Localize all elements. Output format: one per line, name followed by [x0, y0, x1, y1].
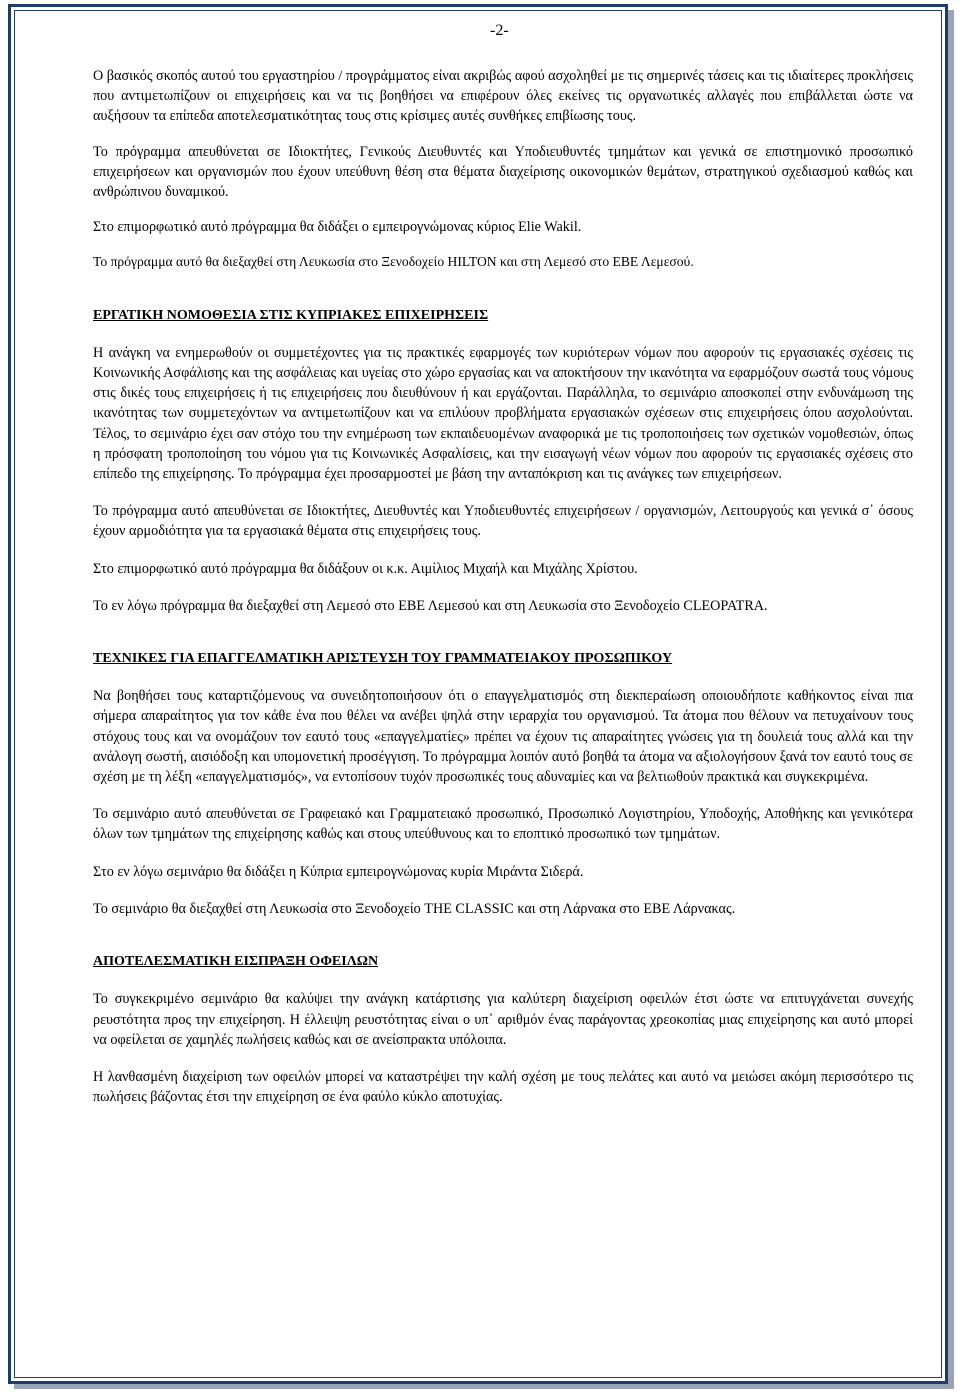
page-number: -2- [490, 22, 509, 39]
intro-paragraph-4: Το πρόγραμμα αυτό θα διεξαχθεί στη Λευκωσία στο Ξενοδοχείο HILTON και στη Λεμεσό στο ΕΒΕ Λεμεσού. [93, 254, 694, 270]
debt-collection-paragraph-1: Το συγκεκριμένο σεμινάριο θα καλύψει την ανάγκη κατάρτισης για καλύτερη διαχείριση οφειλών έτσι ώστε να επιτυγχάνεται συνεχής ρευστότητα προς την επιχείρηση. Η έλλειψη ρευστότητας είναι ο υπ᾽ αριθμόν ένας παράγοντας χρεοκοπίας μιας επιχείρησης και αυτό μπορεί να οφείλεται σε χαμηλές πωλήσεις καθώς και σε ανείσπρακτα υπόλοιπα. [93, 991, 913, 1048]
intro-paragraph-2: Το πρόγραμμα απευθύνεται σε Ιδιοκτήτες, Γενικούς Διευθυντές και Υποδιευθυντές τμημάτων και γενικά σε επιστημονικό προσωπικό επιχειρήσεων και οργανισμών που έχουν υπεύθυνη θέση στα θέματα διαχείρισης οικονομικών θεμάτων, στρατηγικού σχεδιασμού καθώς και ανθρώπινου δυναμικού. [93, 143, 913, 201]
secretarial-paragraph-4: Το σεμινάριο θα διεξαχθεί στη Λευκωσία στο Ξενοδοχείο THE CLASSIC και στη Λάρνακα στο ΕΒΕ Λάρνακας. [93, 900, 736, 917]
labour-law-paragraph-4: Το εν λόγω πρόγραμμα θα διεξαχθεί στη Λεμεσό στο ΕΒΕ Λεμεσού και στη Λευκωσία στο Ξενοδοχείο CLEOPATRA. [93, 597, 768, 614]
secretarial-paragraph-2: Το σεμινάριο αυτό απευθύνεται σε Γραφειακό και Γραμματειακό προσωπικό, Προσωπικό Λογιστηρίου, Υποδοχής, Αποθήκης και γενικότερα όλων των τμημάτων της επιχείρησης καθώς και στους υπεύθυνους και το εποπτικό προσωπικό των τμημάτων. [93, 806, 913, 843]
intro-paragraph-1: Ο βασικός σκοπός αυτού του εργαστηρίου / προγράμματος είναι ακριβώς αφού ασχοληθεί με τις σημερινές τάσεις και τις ιδιαίτερες προκλήσεις που αντιμετωπίζουν οι επιχειρήσεις και να τις βοηθήσει να επιφέρουν όλες εκείνες τις οργανωτικές αλλαγές που επιβάλλεται ώστε να αυξήσουν τα επίπεδα αποτελεσματικότητας τους στις κρίσιμες αυτές συνθήκες επιβίωσης τους. [93, 68, 913, 125]
secretarial-paragraph-3: Στο εν λόγω σεμινάριο θα διδάξει η Κύπρια εμπειρογνώμονας κυρία Μιράντα Σιδερά. [93, 863, 584, 880]
labour-law-paragraph-1: Η ανάγκη να ενημερωθούν οι συμμετέχοντες για τις πρακτικές εφαρμογές των κυριότερων νόμων που αφορούν τις εργασιακές σχέσεις τις Κοινωνικής Ασφάλισης και της ασφάλειας και υγείας στο χώρο εργασίας και να αποκτήσουν την ικανότητα να εφαρμόζουν σωστά τους νόμους στις δικές τους επιχειρήσεις ή τις επιχειρήσεις που διευθύνουν ή και εργάζονται. Παράλληλα, το σεμινάριο αποσκοπεί στην ενδυνάμωση της ικανότητας των συμμετεχόντων να αντιμετωπίζουν και να επιλύουν προβλήματα εργασιακών σχέσεων στις επιχειρήσεις όπου ασχολούνται. Τέλος, το σεμινάριο έχει σαν στόχο του την ενημέρωση των εκπαιδευομένων αναφορικά με τις τροποποιήσεις των σχετικών νομοθεσιών, όπως η πρόσφατη τροποποίηση του νόμου για τις Κοινωνικές Ασφαλίσεις, και την εισαγωγή νέων νόμων που αφορούν τις εργασιακές σχέσεις στο επίπεδο της επιχείρησης. Το πρόγραμμα έχει προσαρμοστεί με βάση την ανταπόκριση και τις ανάγκες των επιχειρήσεων. [93, 344, 913, 483]
debt-collection-paragraph-2: Η λανθασμένη διαχείριση των οφειλών μπορεί να καταστρέψει την καλή σχέση με τους πελάτες και αυτό να μειώσει ακόμη περισσότερο τις πωλήσεις βάζοντας έτσι την επιχείρηση σε ένα φαύλο κύκλο αποτυχίας. [93, 1068, 913, 1106]
labour-law-paragraph-2: Το πρόγραμμα αυτό απευθύνεται σε Ιδιοκτήτες, Διευθυντές και Υποδιευθυντές επιχειρήσεων / οργανισμών, Λειτουργούς και γενικά σ᾽ όσους έχουν αρμοδιότητα για τα εργασιακά θέματα στις επιχειρήσεις τους. [93, 503, 913, 540]
page-shadow-right [948, 10, 954, 1388]
document-body [93, 66, 913, 1107]
labour-law-paragraph-3: Στο επιμορφωτικό αυτό πρόγραμμα θα διδάξουν οι κ.κ. Αιμίλιος Μιχαήλ και Μιχάλης Χρίστου. [93, 560, 638, 577]
section-heading-debt-collection: ΑΠΟΤΕΛΕΣΜΑΤΙΚΗ ΕΙΣΠΡΑΞΗ ΟΦΕΙΛΩΝ [93, 954, 379, 970]
page-shadow-bottom [14, 1384, 954, 1389]
section-heading-secretarial: ΤΕΧΝΙΚΕΣ ΓΙΑ ΕΠΑΓΓΕΛΜΑΤΙΚΗ ΑΡΙΣΤΕΥΣΗ ΤΟΥ ΓΡΑΜΜΑΤΕΙΑΚΟΥ ΠΡΟΣΩΠΙΚΟΥ [93, 651, 673, 667]
intro-paragraph-3: Στο επιμορφωτικό αυτό πρόγραμμα θα διδάξει ο εμπειρογνώμονας κύριος Elie Wakil. [93, 219, 582, 236]
section-heading-labour-law: ΕΡΓΑΤΙΚΗ ΝΟΜΟΘΕΣΙΑ ΣΤΙΣ ΚΥΠΡΙΑΚΕΣ ΕΠΙΧΕΙΡΗΣΕΙΣ [93, 307, 489, 323]
secretarial-paragraph-1: Να βοηθήσει τους καταρτιζόμενους να συνειδητοποιήσουν ότι ο επαγγελματισμός στη διεκπεραίωση οποιουδήποτε καθήκοντος είναι πια σήμερα απαραίτητος για τον κάθε ένα που θέλει να ανέβει ψηλά στην ιεραρχία του οργανισμού. Τα άτομα που θέλουν να πετυχαίνουν τους στόχους τους και να ονομάζουν τον εαυτό τους «επαγγελματίες» πρέπει να έχουν τις απαραίτητες γνώσεις για τη δουλειά τους αλλά και την ανάλογη σωστή, αισιόδοξη και υπομονετική προσέγγιση. Το πρόγραμμα λοιπόν αυτό βοηθά τα άτομα να αξιολογήσουν ξανά τον εαυτό τους σε σχέση με τη λέξη «επαγγελματισμός», να εντοπίσουν τυχόν προσωπικές τους αδυναμίες και να βελτιωθούν πρακτικά και συγκεκριμένα. [93, 688, 913, 786]
